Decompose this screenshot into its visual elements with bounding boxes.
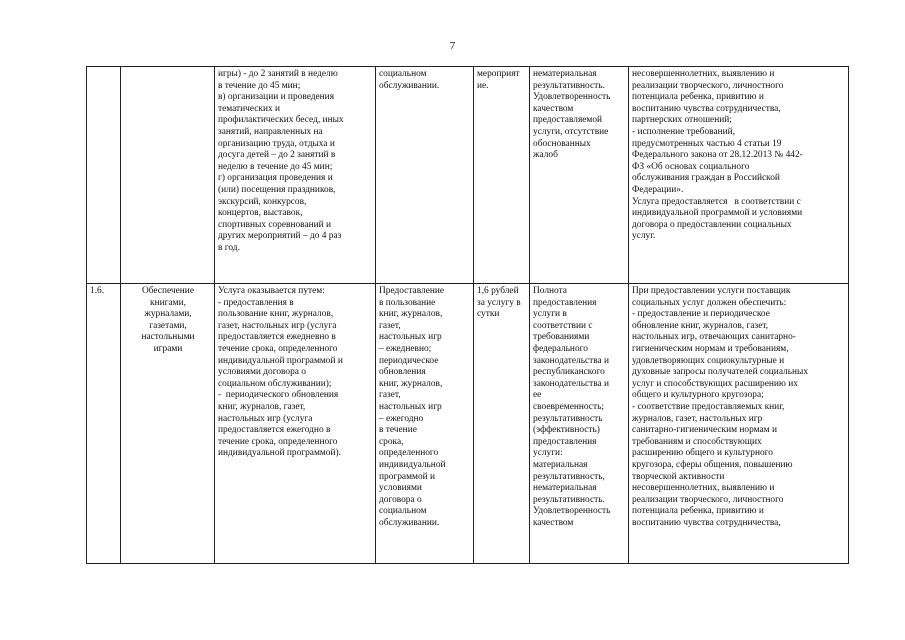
cell-service-description: Услуга оказывается путем: - предоставления в пользование книг, журналов, газет, настольных игр (услуга предоставляется ежедневно в течение срока, определенного индивидуальной программой и условиями договора о социальном обслуживании); - периодического обновления книг, журналов, газет, настольных игр (услуга предоставляется ежегодно в течение срока, определенного индивидуальной программой). <box>215 284 376 564</box>
cell-number <box>87 67 121 284</box>
cell-service-price: 1,6 рублей за услугу в сутки <box>474 284 530 564</box>
cell-number: 1.6. <box>87 284 121 564</box>
table-row <box>87 67 849 284</box>
cell-service-price: мероприят ие. <box>474 67 530 284</box>
cell-service-volume: социальном обслуживании. <box>376 67 474 284</box>
cell-service-conditions: несовершеннолетних, выявлению и реализации творческого, личностного потенциала ребенка, привитию и воспитанию чувства сотрудничества, партнерских отношений; - исполнение требований, предусмотренных частью 4 статьи 19 Федерального закона от 28.12.2013 № 442- ФЗ «Об основах социального обслуживания граждан в Российской Федерации». Услуга предоставляется в соответствии с индивидуальной программой и условиями договора о предоставлении социальных услуг. <box>629 67 849 284</box>
cell-service-name <box>121 67 215 284</box>
table-row <box>87 284 849 564</box>
services-table <box>86 66 849 564</box>
cell-quality-indicators: Полнота предоставления услуги в соответствии с требованиями федерального законодательства и республиканского законодательства и ее своевременность; результативность (эффективность) предоставления услуги: материальная результативность, нематериальная результативность. Удовлетворенность качеством <box>530 284 629 564</box>
cell-service-volume: Предоставление в пользование книг, журналов, газет, настольных игр – ежедневно; периодическое обновления книг, журналов, газет, настольных игр – ежегодно в течение срока, определенного индивидуальной программой и условиями договора о социальном обслуживании. <box>376 284 474 564</box>
cell-service-name: Обеспечение книгами, журналами, газетами, настольными играми <box>121 284 215 564</box>
cell-service-description: игры) - до 2 занятий в неделю в течение до 45 мин; в) организации и проведения тематических и профилактических бесед, иных занятий, направленных на организацию труда, отдыха и досуга детей – до 2 занятий в неделю в течение до 45 мин; г) организация проведения и (или) посещения праздников, экскурсий, конкурсов, концертов, выставок, спортивных соревнований и других мероприятий – до 4 раз в год. <box>215 67 376 284</box>
cell-service-conditions: При предоставлении услуги поставщик социальных услуг должен обеспечить: - предоставление и периодическое обновление книг, журналов, газет, настольных игр, отвечающих санитарно- гигиеническим нормам и требованиям, удовлетворяющих социокультурные и духовные запросы получателей социальных услуг и способствующих расширению их общего и культурного кругозора; - соответствие предоставляемых книг, журналов, газет, настольных игр санитарно-гигиеническим нормам и требованиям и способствующих расширению общего и культурного кругозора, сферы общения, повышению творческой активности несовершеннолетних, выявлению и реализации творческого, личностного потенциала ребенка, привитию и воспитанию чувства сотрудничества, <box>629 284 849 564</box>
cell-quality-indicators: нематериальная результативность. Удовлетворенность качеством предоставляемой услуги, отсутствие обоснованных жалоб <box>530 67 629 284</box>
page-number: 7 <box>449 40 456 52</box>
